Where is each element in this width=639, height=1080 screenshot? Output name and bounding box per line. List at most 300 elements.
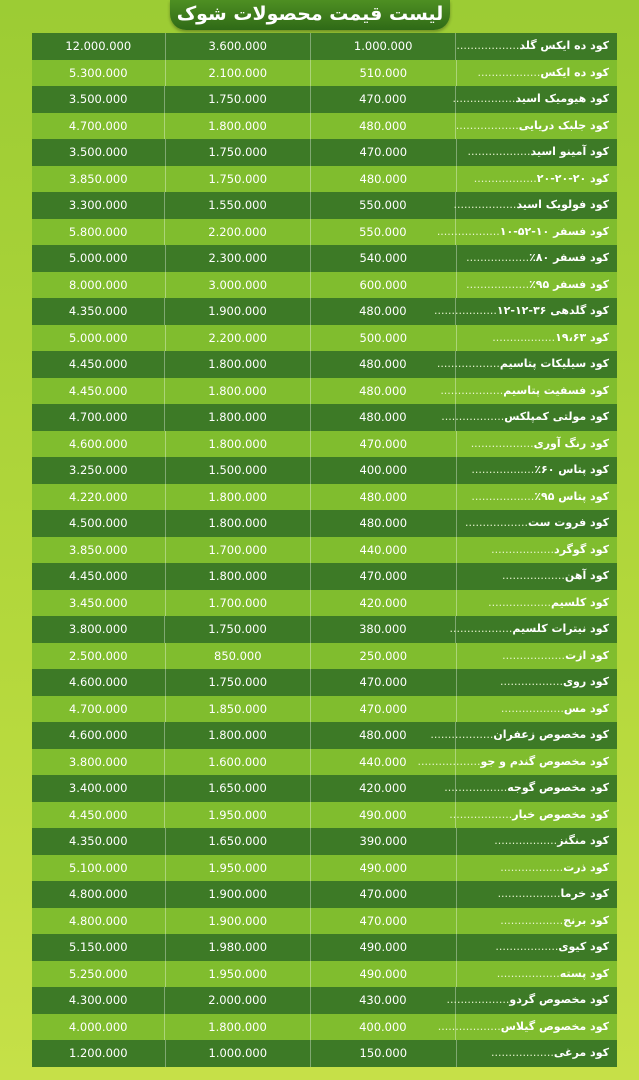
leader-dots: .................. <box>436 224 500 238</box>
table-row <box>32 1040 617 1067</box>
price-large: 5.150.000 <box>69 940 128 954</box>
price-small-cell <box>310 272 456 299</box>
price-small-cell <box>310 616 455 643</box>
price-large: 3.500.000 <box>69 145 128 159</box>
price-large: 3.850.000 <box>69 542 128 557</box>
price-medium: 1.900.000 <box>208 304 267 318</box>
price-small-cell <box>310 802 455 829</box>
product-name-cell <box>456 590 617 617</box>
product-name-cell <box>417 749 617 776</box>
price-medium-cell <box>165 325 311 352</box>
price-medium-cell <box>164 113 309 140</box>
price-large-cell <box>32 60 165 87</box>
leader-dots: .................. <box>449 622 513 635</box>
price-small-cell <box>310 113 455 140</box>
price-medium-cell <box>165 33 310 60</box>
price-large-cell <box>32 351 164 378</box>
price-medium-cell <box>165 828 311 855</box>
price-large-cell <box>32 378 164 405</box>
price-small: 470.000 <box>359 436 408 451</box>
price-large-cell <box>32 457 165 484</box>
price-large-cell <box>32 669 165 696</box>
price-medium-cell <box>164 192 309 219</box>
product-name: کود ۱۹،۶۳ <box>555 330 609 344</box>
product-name: کود ذرت <box>563 860 609 874</box>
product-name-cell <box>449 802 617 829</box>
price-medium-cell <box>165 961 311 988</box>
price-medium-cell <box>164 749 309 776</box>
price-large: 4.600.000 <box>69 436 128 451</box>
leader-dots: .................. <box>494 834 558 847</box>
price-large: 3.800.000 <box>68 754 128 769</box>
leader-dots: .................. <box>453 198 517 211</box>
price-large-cell <box>32 510 165 537</box>
price-large: 4.800.000 <box>69 887 128 901</box>
table-row <box>32 113 617 140</box>
price-medium: 1.650.000 <box>208 781 267 795</box>
leader-dots: .................. <box>437 1019 501 1033</box>
product-name: کود مخصوص گوجه <box>507 781 609 794</box>
table-row <box>32 563 617 590</box>
price-large: 4.700.000 <box>68 118 128 133</box>
price-medium: 1.800.000 <box>208 516 268 530</box>
product-name-cell <box>437 1014 617 1041</box>
table-row <box>32 775 617 802</box>
price-medium-cell <box>165 139 311 166</box>
price-large: 3.450.000 <box>69 595 128 610</box>
price-large: 1.200.000 <box>69 1046 128 1060</box>
price-medium: 1.000.000 <box>208 1046 268 1060</box>
leader-dots: .................. <box>491 542 555 556</box>
page-title: لیست قیمت محصولات شوک <box>170 0 450 30</box>
price-medium: 2.300.000 <box>208 251 268 265</box>
table-row <box>32 1014 617 1041</box>
price-large: 8.000.000 <box>69 277 128 292</box>
price-medium: 1.750.000 <box>208 145 268 159</box>
leader-dots: .................. <box>466 277 530 291</box>
product-name: کود پسته <box>559 966 609 980</box>
product-name-cell <box>455 33 617 60</box>
price-small: 490.000 <box>359 966 408 981</box>
price-large-cell <box>32 484 165 511</box>
price-small-cell <box>310 60 456 87</box>
price-large-cell <box>32 166 165 193</box>
price-large: 5.000.000 <box>69 251 128 265</box>
product-name-cell <box>436 219 617 246</box>
product-name: کود آمینو اسید <box>530 145 609 158</box>
price-medium-cell <box>165 272 311 299</box>
price-medium-cell <box>165 484 311 511</box>
leader-dots: .................. <box>495 940 559 953</box>
product-name-cell <box>456 934 617 961</box>
price-large-cell <box>32 934 165 961</box>
product-name-cell <box>456 563 617 590</box>
price-medium-cell <box>164 86 309 113</box>
product-name-cell <box>436 351 617 378</box>
table-row <box>32 86 617 113</box>
product-name-cell <box>456 139 617 166</box>
product-name: کود پتاس ۹۵٪ <box>534 489 609 503</box>
price-medium: 850.000 <box>214 648 262 663</box>
table-row <box>32 696 617 723</box>
price-medium-cell <box>164 298 309 325</box>
price-small: 470.000 <box>359 675 408 689</box>
price-small-cell <box>310 86 455 113</box>
product-name-cell <box>456 457 617 484</box>
leader-dots: .................. <box>502 648 566 662</box>
price-medium: 1.500.000 <box>208 463 268 477</box>
table-row <box>32 457 617 484</box>
price-small-cell <box>310 643 456 670</box>
price-large-cell <box>32 537 165 564</box>
product-name: کود جلبک دریایی <box>518 118 609 132</box>
leader-dots: .................. <box>471 489 535 503</box>
table-row <box>32 669 617 696</box>
price-small: 540.000 <box>359 251 408 265</box>
price-medium: 1.750.000 <box>208 171 268 186</box>
price-large-cell <box>32 616 164 643</box>
price-medium: 1.900.000 <box>208 887 268 901</box>
product-name: کود ده ایکس گلد <box>519 39 610 52</box>
product-name-cell <box>455 113 617 140</box>
table-row <box>32 325 617 352</box>
product-name: کود گلدهی ۳۶-۱۲-۱۲ <box>496 304 609 317</box>
price-medium: 1.800.000 <box>208 357 267 371</box>
product-name-cell <box>456 908 617 935</box>
leader-dots: .................. <box>417 754 481 768</box>
price-small-cell <box>310 325 456 352</box>
price-small: 480.000 <box>359 410 407 424</box>
product-name: کود مخصوص گندم و جو <box>480 754 609 768</box>
product-name: کود کلسیم <box>551 595 609 609</box>
table-row <box>32 166 617 193</box>
price-small-cell <box>310 961 456 988</box>
product-name: کود ازت <box>565 648 609 662</box>
price-medium: 1.750.000 <box>208 675 268 689</box>
price-small-cell <box>310 139 456 166</box>
leader-dots: .................. <box>473 171 537 185</box>
price-large: 4.700.000 <box>69 701 128 716</box>
price-medium-cell <box>164 378 309 405</box>
price-small-cell <box>310 537 456 564</box>
price-large: 5.100.000 <box>69 860 128 875</box>
price-small: 480.000 <box>359 304 407 318</box>
table-row <box>32 722 617 749</box>
product-name: کود ۲۰-۲۰-۲۰ <box>536 171 609 185</box>
leader-dots: .................. <box>500 913 564 927</box>
product-name: کود رنگ آوری <box>533 436 609 450</box>
table-row <box>32 404 617 431</box>
product-name-cell <box>456 60 617 87</box>
price-small: 150.000 <box>359 1046 408 1060</box>
price-large: 4.350.000 <box>69 834 128 848</box>
table-row <box>32 272 617 299</box>
price-small-cell <box>310 219 455 246</box>
leader-dots: .................. <box>466 251 530 264</box>
price-small-cell <box>310 987 455 1014</box>
price-large: 4.700.000 <box>68 410 128 424</box>
price-large: 3.500.000 <box>68 92 128 106</box>
product-name-cell <box>456 1040 617 1067</box>
price-large-cell <box>32 987 164 1014</box>
price-medium-cell <box>164 802 309 829</box>
table-row <box>32 881 617 908</box>
product-name-cell <box>433 298 617 325</box>
leader-dots: .................. <box>436 357 500 370</box>
leader-dots: .................. <box>449 807 513 821</box>
product-name-cell <box>456 166 617 193</box>
product-name-cell <box>456 961 617 988</box>
price-medium-cell <box>164 775 309 802</box>
price-medium-cell <box>165 590 311 617</box>
product-name-cell <box>455 192 617 219</box>
price-medium: 1.850.000 <box>208 701 268 716</box>
price-small-cell <box>310 245 456 272</box>
price-medium: 1.650.000 <box>208 834 268 848</box>
price-small: 490.000 <box>359 940 408 954</box>
price-small: 470.000 <box>359 569 408 583</box>
price-large-cell <box>32 563 165 590</box>
price-medium: 1.950.000 <box>208 860 268 875</box>
price-large-cell <box>32 749 164 776</box>
leader-dots: .................. <box>444 781 508 794</box>
product-name-cell <box>456 881 617 908</box>
product-name-cell <box>456 537 617 564</box>
price-small: 510.000 <box>359 65 408 80</box>
leader-dots: .................. <box>441 410 505 423</box>
price-small-cell <box>310 1014 455 1041</box>
price-large: 4.450.000 <box>68 357 128 371</box>
price-medium-cell <box>164 722 309 749</box>
price-medium-cell <box>164 1014 309 1041</box>
product-name-cell <box>456 431 617 458</box>
leader-dots: .................. <box>497 887 561 900</box>
price-small: 490.000 <box>359 807 407 822</box>
price-medium: 1.950.000 <box>208 807 267 822</box>
price-medium-cell <box>165 908 311 935</box>
leader-dots: .................. <box>440 383 504 397</box>
price-medium-cell <box>165 696 311 723</box>
price-medium: 1.600.000 <box>208 754 267 769</box>
price-large-cell <box>32 802 164 829</box>
price-large: 4.450.000 <box>68 807 128 822</box>
price-large-cell <box>32 298 164 325</box>
leader-dots: .................. <box>470 436 534 450</box>
price-small: 1.000.000 <box>353 39 413 53</box>
product-name: کود مخصوص زعفران <box>493 728 609 741</box>
price-medium: 1.900.000 <box>208 913 268 928</box>
leader-dots: .................. <box>490 1046 554 1059</box>
table-row <box>32 643 617 670</box>
table-row <box>32 378 617 405</box>
price-medium: 1.980.000 <box>208 940 268 954</box>
price-medium-cell <box>165 166 311 193</box>
table-row <box>32 351 617 378</box>
price-small-cell <box>310 828 456 855</box>
price-small-cell <box>310 934 456 961</box>
price-small: 390.000 <box>359 834 408 848</box>
price-large: 4.450.000 <box>68 383 128 398</box>
table-row <box>32 987 617 1014</box>
price-large-cell <box>32 855 165 882</box>
price-small-cell <box>310 33 455 60</box>
price-large-cell <box>32 722 164 749</box>
price-medium-cell <box>165 934 311 961</box>
price-large-cell <box>32 219 164 246</box>
price-small-cell <box>310 484 456 511</box>
table-row <box>32 802 617 829</box>
leader-dots: .................. <box>433 304 497 317</box>
price-medium: 1.750.000 <box>208 92 267 106</box>
price-large: 5.300.000 <box>69 65 128 80</box>
price-small: 470.000 <box>359 913 408 928</box>
price-medium: 1.800.000 <box>208 383 267 398</box>
price-medium-cell <box>164 404 309 431</box>
price-small-cell <box>310 404 455 431</box>
table-row <box>32 484 617 511</box>
price-medium-cell <box>164 219 309 246</box>
price-small: 480.000 <box>359 118 407 133</box>
product-name: کود کیوی <box>558 940 609 953</box>
price-small: 400.000 <box>359 463 408 477</box>
table-row <box>32 60 617 87</box>
price-small: 420.000 <box>359 781 407 795</box>
price-small-cell <box>310 378 455 405</box>
price-medium: 2.200.000 <box>208 224 267 239</box>
price-medium-cell <box>165 881 311 908</box>
price-small: 480.000 <box>359 383 407 398</box>
price-small: 480.000 <box>359 728 407 742</box>
leader-dots: .................. <box>455 118 519 132</box>
leader-dots: .................. <box>500 860 564 874</box>
price-medium-cell <box>165 563 311 590</box>
product-name-cell <box>449 616 617 643</box>
table-row <box>32 219 617 246</box>
price-medium-cell <box>165 431 311 458</box>
price-large-cell <box>32 272 165 299</box>
price-medium-cell <box>165 245 311 272</box>
price-small-cell <box>310 696 456 723</box>
price-small: 480.000 <box>359 357 407 371</box>
table-row <box>32 510 617 537</box>
price-medium: 1.800.000 <box>208 489 268 504</box>
table-row <box>32 934 617 961</box>
price-large-cell <box>32 643 165 670</box>
product-name: کود منگنز <box>557 834 609 847</box>
price-medium: 3.000.000 <box>208 277 268 292</box>
leader-dots: .................. <box>465 516 528 529</box>
price-medium-cell <box>165 1040 311 1067</box>
table-row <box>32 908 617 935</box>
price-large: 3.800.000 <box>68 622 128 636</box>
product-name: کود فروت ست <box>528 516 609 529</box>
price-small-cell <box>310 1040 456 1067</box>
product-name: کود روی <box>562 675 609 688</box>
product-name: کود پتاس ۶۰٪ <box>534 463 609 476</box>
product-name-cell <box>456 643 617 670</box>
price-medium: 3.600.000 <box>208 39 267 53</box>
product-name: کود آهن <box>564 569 609 582</box>
price-large: 4.500.000 <box>69 516 128 530</box>
price-medium: 2.200.000 <box>208 330 268 345</box>
price-small-cell <box>310 510 456 537</box>
price-small: 500.000 <box>359 330 408 345</box>
price-large: 4.300.000 <box>68 993 128 1007</box>
price-small: 470.000 <box>359 887 408 901</box>
product-name-cell <box>456 855 617 882</box>
product-name: کود فسفیت پتاسیم <box>503 383 609 397</box>
price-small-cell <box>310 855 456 882</box>
price-medium: 1.950.000 <box>208 966 268 981</box>
table-row <box>32 537 617 564</box>
product-name: کود فسفر ۹۵٪ <box>529 277 609 291</box>
price-small: 430.000 <box>359 993 407 1007</box>
price-large: 2.500.000 <box>69 648 128 663</box>
price-medium: 1.800.000 <box>208 410 267 424</box>
price-large-cell <box>32 1040 165 1067</box>
price-medium-cell <box>165 510 311 537</box>
product-name-cell <box>456 484 617 511</box>
table-row <box>32 431 617 458</box>
leader-dots: .................. <box>492 330 556 344</box>
leader-dots: .................. <box>467 145 531 158</box>
product-name-cell <box>456 696 617 723</box>
price-table <box>32 33 617 1067</box>
table-row <box>32 298 617 325</box>
price-medium: 1.700.000 <box>208 542 268 557</box>
price-small: 470.000 <box>359 701 408 716</box>
leader-dots: .................. <box>488 595 552 609</box>
price-small: 250.000 <box>359 648 408 663</box>
price-small-cell <box>310 669 456 696</box>
product-name: کود مس <box>563 701 609 715</box>
product-name: کود گوگرد <box>554 542 609 556</box>
price-large: 5.000.000 <box>69 330 128 345</box>
price-medium: 1.800.000 <box>208 728 267 742</box>
price-large-cell <box>32 139 165 166</box>
table-row <box>32 33 617 60</box>
product-name: کود مخصوص گردو <box>509 993 609 1006</box>
product-name-cell <box>456 272 617 299</box>
price-small-cell <box>310 775 455 802</box>
table-row <box>32 961 617 988</box>
product-name: کود هیومیک اسید <box>515 92 609 105</box>
price-medium: 1.550.000 <box>208 198 267 212</box>
price-small-cell <box>310 457 456 484</box>
price-large-cell <box>32 245 165 272</box>
leader-dots: .................. <box>452 92 516 105</box>
price-large: 4.350.000 <box>68 304 128 318</box>
price-medium-cell <box>165 855 311 882</box>
price-medium: 1.800.000 <box>208 1019 267 1034</box>
leader-dots: .................. <box>477 65 541 79</box>
product-name: کود سیلیکات پتاسیم <box>499 357 609 370</box>
price-large-cell <box>32 325 165 352</box>
price-large: 4.000.000 <box>68 1019 128 1034</box>
product-name-cell <box>446 987 617 1014</box>
product-name-cell <box>456 828 617 855</box>
leader-dots: .................. <box>471 463 535 476</box>
price-large: 4.800.000 <box>69 913 128 928</box>
product-name: کود مولتی کمپلکس <box>504 410 609 423</box>
price-small: 440.000 <box>359 754 407 769</box>
price-small-cell <box>310 563 456 590</box>
price-large-cell <box>32 113 164 140</box>
price-small: 550.000 <box>359 224 407 239</box>
price-small: 420.000 <box>359 595 408 610</box>
price-medium-cell <box>164 616 309 643</box>
table-row <box>32 192 617 219</box>
